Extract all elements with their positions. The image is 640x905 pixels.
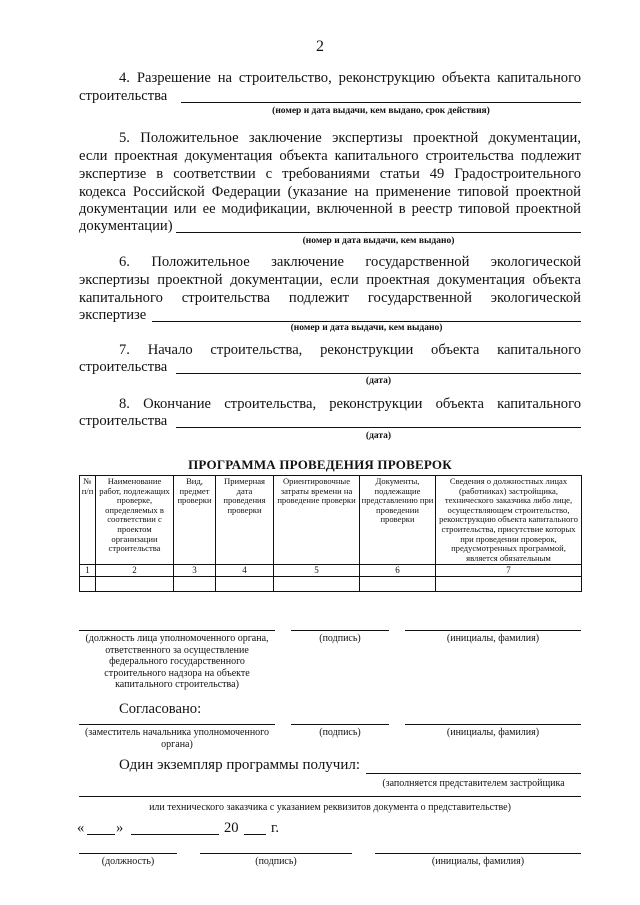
section-5-line-4: кодекса Российской Федерации (указание на применение типовой проектной	[79, 184, 581, 200]
deputy-signature-line[interactable]	[291, 724, 389, 725]
copy-received-caption-1: (заполняется представителем застройщика	[382, 778, 565, 789]
official-name-caption: (инициалы, фамилия)	[446, 633, 540, 644]
col-header-works: Наименование работ, подлежащих проверке, определяемых в соответствии с проектом организации строительства	[96, 476, 174, 565]
recipient-name-line[interactable]	[375, 853, 581, 854]
section-6-line-4: экспертизе	[79, 307, 147, 323]
col-number-2: 2	[96, 565, 174, 577]
col-header-number: № п/п	[80, 476, 96, 565]
recipient-signature-caption: (подпись)	[255, 856, 297, 867]
copy-received-line[interactable]	[366, 773, 581, 774]
section-8-caption: (дата)	[365, 431, 392, 441]
table-column-numbers-row	[80, 565, 582, 577]
official-signature-line[interactable]	[291, 630, 389, 631]
section-6-caption: (номер и дата выдачи, кем выдано)	[290, 323, 443, 333]
copy-received-caption-2: или технического заказчика с указанием реквизитов документа о представительстве)	[149, 802, 511, 813]
date-year-suffix: г.	[271, 820, 279, 836]
col-header-date: Примерная дата проведения проверки	[216, 476, 274, 565]
section-4-line-2: строительства	[79, 88, 168, 104]
section-7-line-2: строительства	[79, 359, 168, 375]
date-open-quote: «	[77, 820, 85, 836]
representative-details-line[interactable]	[79, 796, 581, 797]
page-number: 2	[316, 38, 324, 55]
section-4-line-1: 4. Разрешение на строительство, реконструкцию объекта капитального	[119, 70, 581, 86]
col-number-4: 4	[216, 565, 274, 577]
section-5-caption: (номер и дата выдачи, кем выдано)	[302, 236, 455, 246]
date-year-line[interactable]	[244, 834, 266, 835]
section-5-line-6: документации)	[79, 218, 173, 234]
agreed-label: Согласовано:	[119, 701, 202, 717]
section-8-fill-line	[176, 427, 581, 428]
date-day-line[interactable]	[87, 834, 115, 835]
official-position-line[interactable]	[79, 630, 275, 631]
table-row	[80, 577, 582, 592]
section-6-line-3: капитального строительства подлежит государственной экологической	[79, 290, 581, 306]
table-cell[interactable]	[174, 577, 216, 592]
section-6-line-2: экспертизы проектной документации, если проектная документация объекта	[79, 272, 581, 288]
copy-received-label: Один экземпляр программы получил:	[119, 757, 361, 773]
official-position-caption: (должность лица уполномоченного органа, ответственного за осуществление федерального государственного строительного надзора на объекте капитального строительства)	[85, 633, 269, 690]
col-header-type: Вид, предмет проверки	[174, 476, 216, 565]
section-5-line-2: если проектная документация объекта капитального строительства подлежит	[79, 148, 581, 164]
col-header-time: Ориентировочные затраты времени на проведение проверки	[274, 476, 360, 565]
recipient-name-caption: (инициалы, фамилия)	[431, 856, 525, 867]
col-number-7: 7	[436, 565, 582, 577]
section-7-fill-line	[176, 373, 581, 374]
table-cell[interactable]	[360, 577, 436, 592]
col-header-persons: Сведения о должностных лицах (работниках) застройщика, технического заказчика либо лице, осуществляющем строительство, реконструкцию объекта капитального строительства, присутствие которых при проведении проверок, предусмотренных программой, является обязательным	[436, 476, 582, 565]
section-5-line-1: 5. Положительное заключение экспертизы проектной документации,	[119, 130, 581, 146]
recipient-position-line[interactable]	[79, 853, 177, 854]
official-signature-caption: (подпись)	[319, 633, 361, 644]
table-cell[interactable]	[216, 577, 274, 592]
section-5-fill-line	[176, 232, 581, 233]
table-cell[interactable]	[80, 577, 96, 592]
section-6-fill-line	[152, 321, 581, 322]
recipient-position-caption: (должность)	[101, 856, 155, 867]
section-5-line-5: документации или ее модификации, включенной в реестр типовой проектной	[79, 201, 581, 217]
table-cell[interactable]	[96, 577, 174, 592]
col-number-3: 3	[174, 565, 216, 577]
col-header-documents: Документы, подлежащие представлению при проведении проверки	[360, 476, 436, 565]
deputy-signature-caption: (подпись)	[319, 727, 361, 738]
date-close-quote: »	[116, 820, 124, 836]
section-8-line-1: 8. Окончание строительства, реконструкции объекта капитального	[119, 396, 581, 412]
col-number-6: 6	[360, 565, 436, 577]
deputy-name-line[interactable]	[405, 724, 581, 725]
program-table	[79, 475, 582, 592]
date-year-prefix: 20	[224, 820, 239, 836]
section-6-line-1: 6. Положительное заключение государственной экологической	[119, 254, 581, 270]
col-number-5: 5	[274, 565, 360, 577]
table-cell[interactable]	[436, 577, 582, 592]
recipient-signature-line[interactable]	[200, 853, 352, 854]
section-4-fill-line	[181, 102, 581, 103]
section-7-caption: (дата)	[365, 376, 392, 386]
table-cell[interactable]	[274, 577, 360, 592]
section-5-line-3: экспертизе в соответствии с требованиями статьи 49 Градостроительного	[79, 166, 581, 182]
table-header-row	[80, 476, 582, 565]
col-number-1: 1	[80, 565, 96, 577]
section-4-caption: (номер и дата выдачи, кем выдано, срок действия)	[272, 106, 490, 116]
deputy-position-caption: (заместитель начальника уполномоченного органа)	[84, 727, 270, 750]
section-7-line-1: 7. Начало строительства, реконструкции объекта капитального	[119, 342, 581, 358]
official-name-line[interactable]	[405, 630, 581, 631]
section-8-line-2: строительства	[79, 413, 168, 429]
deputy-name-caption: (инициалы, фамилия)	[446, 727, 540, 738]
program-title: ПРОГРАММА ПРОВЕДЕНИЯ ПРОВЕРОК	[188, 457, 452, 472]
deputy-position-line[interactable]	[79, 724, 275, 725]
date-month-line[interactable]	[131, 834, 219, 835]
